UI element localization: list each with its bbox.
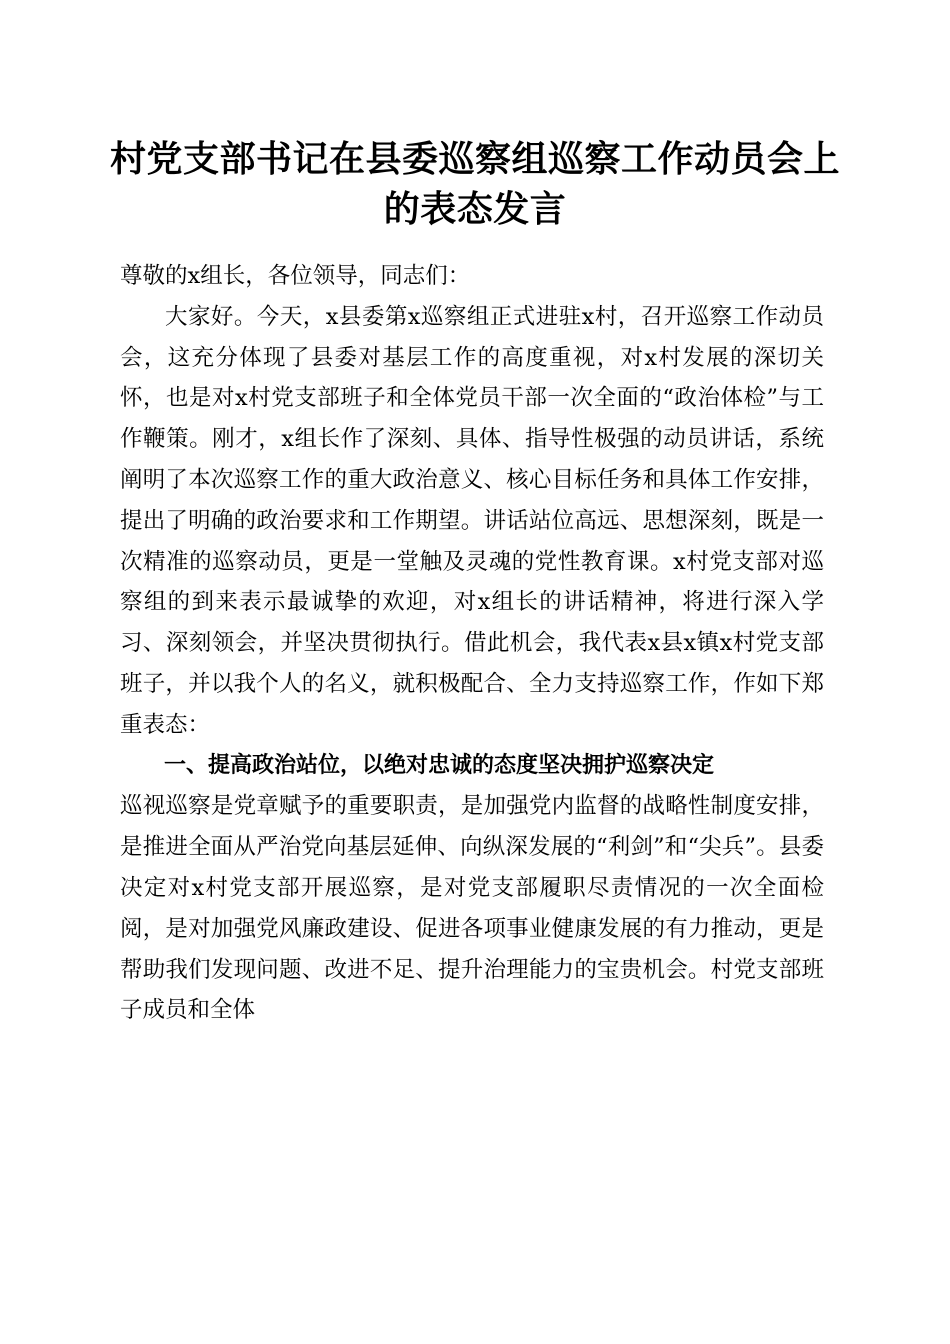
document-title [100,134,850,234]
paragraph-section-1: 巡视巡察是党章赋予的重要职责，是加强党内监督的战略性制度安排，是推进全面从严治党向基层延伸、向纵深发展的“利剑”和“尖兵”。县委决定对x村党支部开展巡察，是对党支部履职尽责情况的一次全面检阅，是对加强党风廉政建设、促进各项事业健康发展的有力推动，更是帮助我们发现问题、改进不足、提升治理能力的宝贵机会。村党支部班子成员和全体 [120,793,824,1024]
title-line-2: 的表态发言 [383,188,567,230]
salutation: 尊敬的x组长，各位领导，同志们： [120,263,471,289]
document-body [120,256,824,1031]
paragraph-opening: 大家好。今天，x县委第x巡察组正式进驻x村，召开巡察工作动员会，这充分体现了县委对基层工作的高度重视，对x村发展的深切关怀，也是对x村党支部班子和全体党员干部一次全面的“政治体检”与工作鞭策。刚才，x组长作了深刻、具体、指导性极强的动员讲话，系统阐明了本次巡察工作的重大政治意义、核心目标任务和具体工作安排，提出了明确的政治要求和工作期望。讲话站位高远、思想深刻，既是一次精准的巡察动员，更是一堂触及灵魂的党性教育课。x村党支部对巡察组的到来表示最诚挚的欢迎，对x组长的讲话精神，将进行深入学习、深刻领会，并坚决贯彻执行。借此机会，我代表x县x镇x村党支部班子，并以我个人的名义，就积极配合、全力支持巡察工作，作如下郑重表态： [120,303,824,738]
title-line-1: 村党支部书记在县委巡察组巡察工作动员会上 [109,138,840,180]
section-heading-1: 一、提高政治站位，以绝对忠诚的态度坚决拥护巡察决定 [164,752,715,778]
